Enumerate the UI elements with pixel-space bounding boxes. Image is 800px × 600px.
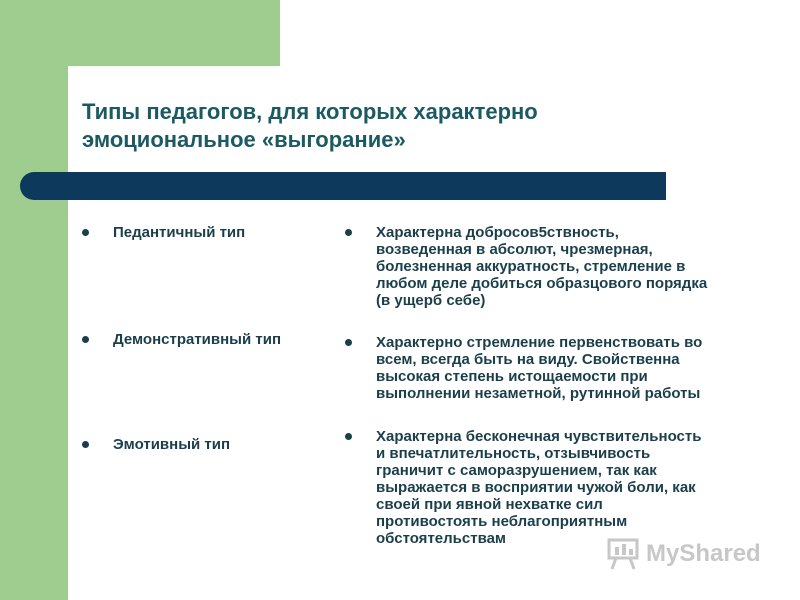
green-side-band	[0, 0, 68, 600]
description-line: выражается в восприятии чужой боли, как	[376, 479, 696, 496]
description-line: (в ущерб себе)	[376, 292, 486, 309]
type-label: Демонстративный тип	[113, 331, 282, 348]
watermark-logo	[606, 537, 776, 573]
presentation-board-icon	[606, 537, 642, 571]
green-top-band	[68, 0, 280, 66]
description-line: высокая степень истощаемости при	[376, 368, 648, 385]
bullet-icon	[82, 441, 89, 448]
bullet-icon	[345, 229, 352, 236]
bullet-icon	[345, 339, 352, 346]
bullet-icon	[82, 229, 89, 236]
description-line: всем, всегда быть на виду. Свойственна	[376, 351, 680, 368]
description-line: обстоятельствам	[376, 530, 507, 547]
description-line: противостоять неблагоприятным	[376, 513, 628, 530]
description-text	[376, 224, 776, 309]
description-text	[376, 428, 776, 547]
description-line: выполнении незаметной, рутинной работы	[376, 385, 701, 402]
description-line: Характерна добросов5ствность,	[376, 224, 619, 241]
description-line: болезненная аккуратность, стремление в	[376, 258, 686, 275]
title-line-1: Типы педагогов, для которых характерно	[82, 99, 538, 124]
description-line: и впечатлительность, отзывчивость	[376, 445, 651, 462]
description-text	[376, 334, 776, 402]
watermark-text: MyShared	[646, 540, 761, 567]
description-line: своей при явной нехватке сил	[376, 496, 603, 513]
description-line: граничит с саморазрушением, так как	[376, 462, 657, 479]
title-line-2: эмоциональное «выгорание»	[82, 127, 406, 152]
divider-bar	[20, 172, 666, 200]
bullet-icon	[82, 336, 89, 343]
type-label: Педантичный тип	[113, 224, 246, 241]
description-line: Характерна бесконечная чувствительность	[376, 428, 702, 445]
description-line: любом деле добиться образцового порядка	[376, 275, 708, 292]
description-line: Характерно стремление первенствовать во	[376, 334, 703, 351]
description-line: возведенная в абсолют, чрезмерная,	[376, 241, 653, 258]
slide-title	[82, 98, 682, 154]
type-label: Эмотивный тип	[113, 436, 231, 453]
bullet-icon	[345, 433, 352, 440]
